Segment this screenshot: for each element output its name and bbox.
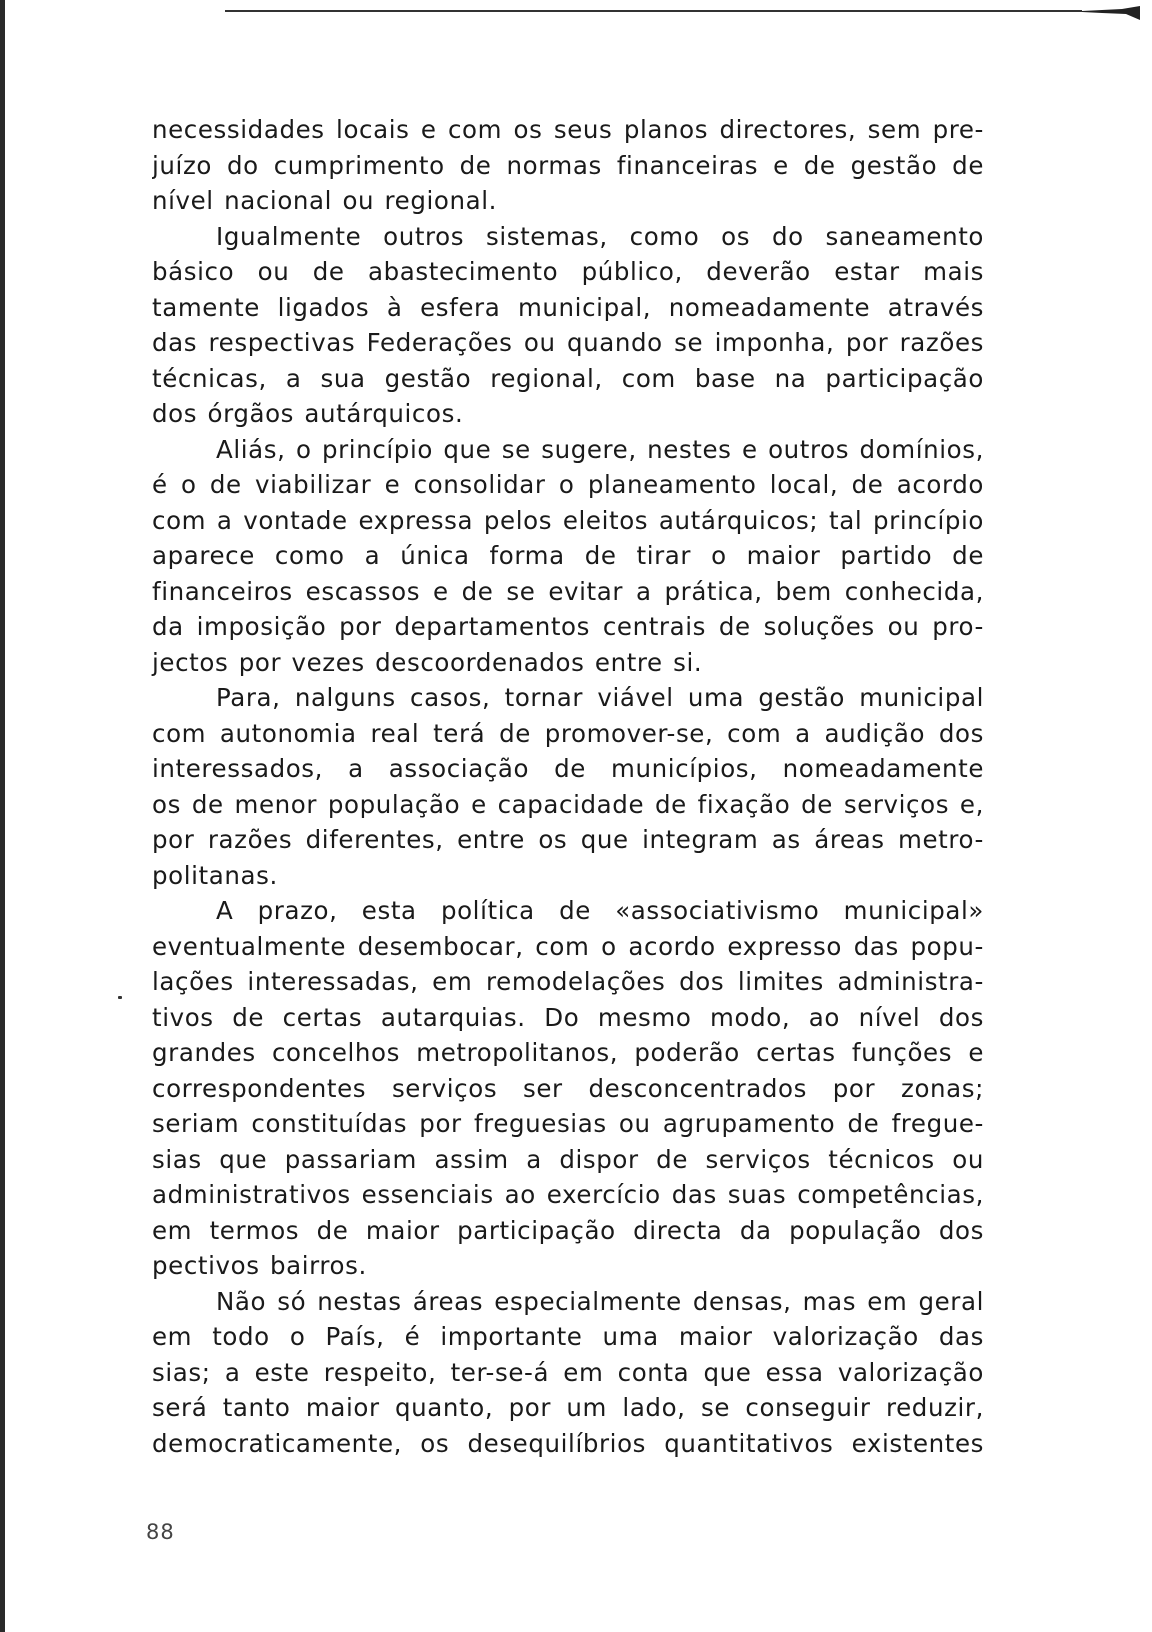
text-line: com a vontade expressa pelos eleitos autárquicos; tal princípio bbox=[152, 505, 984, 535]
text-line: politanas. bbox=[152, 860, 278, 890]
text-line: Não só nestas áreas especialmente densas, mas em geral bbox=[216, 1286, 984, 1316]
text-line: pectivos bairros. bbox=[152, 1251, 367, 1280]
text-line: eventualmente desembocar, com o acordo expresso das popu- bbox=[152, 931, 984, 961]
text-line: necessidades locais e com os seus planos directores, sem pre- bbox=[152, 115, 984, 144]
text-line: básico ou de abastecimento público, deverão estar mais bbox=[152, 257, 984, 286]
text-line: tamente ligados à esfera municipal, nomeadamente através bbox=[152, 292, 984, 322]
paragraph bbox=[152, 893, 984, 1284]
paragraph bbox=[152, 1284, 984, 1462]
body-text bbox=[152, 112, 984, 1461]
text-line: das respectivas Federações ou quando se imponha, por razões bbox=[152, 328, 984, 357]
text-line: aparece como a única forma de tirar o maior partido de bbox=[152, 541, 984, 570]
text-line: jectos por vezes descoordenados entre si. bbox=[152, 647, 703, 677]
text-line: financeiros escassos e de se evitar a prática, bem conhecida, bbox=[152, 576, 984, 606]
text-line: técnicas, a sua gestão regional, com base na participação bbox=[152, 363, 984, 393]
text-line: em termos de maior participação directa da população dos bbox=[152, 1215, 984, 1245]
text-line: sias que passariam assim a dispor de serviços técnicos ou bbox=[152, 1144, 984, 1174]
text-line: tivos de certas autarquias. Do mesmo modo, ao nível dos bbox=[152, 1002, 984, 1032]
text-line: correspondentes serviços ser desconcentrados por zonas; bbox=[152, 1073, 984, 1103]
text-line: A prazo, esta política de «associativismo municipal» bbox=[216, 896, 984, 925]
text-line: juízo do cumprimento de normas financeiras e de gestão de bbox=[152, 150, 984, 180]
text-line: democraticamente, os desequilíbrios quantitativos existentes bbox=[152, 1428, 984, 1458]
margin-dot bbox=[118, 996, 122, 999]
paragraph bbox=[152, 432, 984, 681]
paragraph bbox=[152, 680, 984, 893]
text-line: por razões diferentes, entre os que integram as áreas metro- bbox=[152, 825, 984, 854]
text-line: nível nacional ou regional. bbox=[152, 186, 498, 215]
page-binding-edge bbox=[0, 0, 5, 1632]
top-edge-mark bbox=[1082, 6, 1140, 24]
text-line: lações interessadas, em remodelações dos limites administra- bbox=[152, 967, 984, 996]
text-line: os de menor população e capacidade de fixação de serviços e, bbox=[152, 789, 984, 819]
top-rule bbox=[225, 10, 1082, 12]
text-line: Para, nalguns casos, tornar viável uma gestão municipal bbox=[216, 683, 984, 712]
paragraph bbox=[152, 219, 984, 432]
text-line: será tanto maior quanto, por um lado, se conseguir reduzir, bbox=[152, 1393, 984, 1422]
text-line: da imposição por departamentos centrais de soluções ou pro- bbox=[152, 612, 984, 641]
text-line: em todo o País, é importante uma maior valorização das bbox=[152, 1322, 984, 1351]
text-line: sias; a este respeito, ter-se-á em conta que essa valorização bbox=[152, 1357, 984, 1387]
text-line: interessados, a associação de municípios, nomeadamente bbox=[152, 754, 984, 783]
text-line: Aliás, o princípio que se sugere, nestes e outros domínios, bbox=[216, 434, 984, 464]
text-line: dos órgãos autárquicos. bbox=[152, 399, 464, 428]
text-line: administrativos essenciais ao exercício das suas competências, bbox=[152, 1180, 984, 1209]
text-line: seriam constituídas por freguesias ou agrupamento de fregue- bbox=[152, 1109, 984, 1138]
page-number: 88 bbox=[146, 1520, 175, 1544]
paragraph bbox=[152, 112, 984, 219]
text-line: Igualmente outros sistemas, como os do saneamento bbox=[216, 221, 984, 251]
text-line: com autonomia real terá de promover-se, com a audição dos bbox=[152, 718, 984, 748]
text-line: grandes concelhos metropolitanos, poderão certas funções e bbox=[152, 1038, 984, 1067]
text-line: é o de viabilizar e consolidar o planeamento local, de acordo bbox=[152, 470, 984, 499]
